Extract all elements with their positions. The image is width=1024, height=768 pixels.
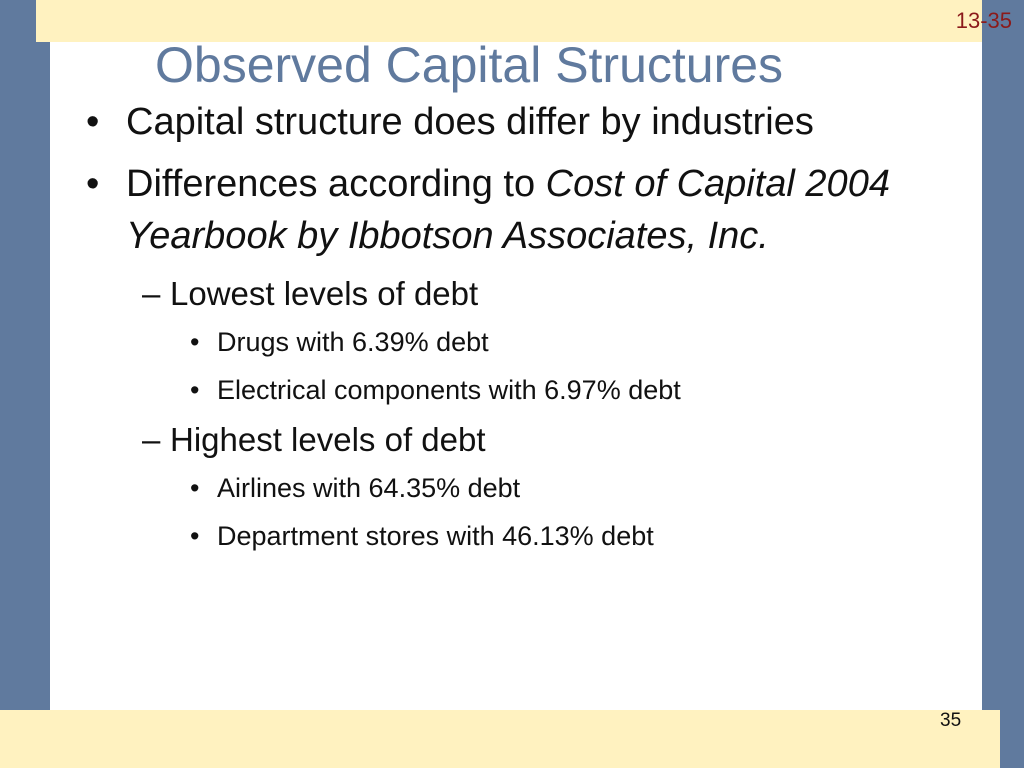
left-accent-bar	[0, 0, 50, 724]
sub-bullet-item	[86, 272, 966, 316]
page-title: Observed Capital Structures	[155, 37, 784, 93]
bullet-text: Capital structure does differ by industries	[126, 101, 814, 143]
sub-bullet-item	[86, 418, 966, 462]
dot-marker: •	[190, 473, 200, 503]
sub-bullet-text: Highest levels of debt	[170, 421, 486, 458]
detail-text: Department stores with 46.13% debt	[217, 521, 654, 551]
bullet-marker: •	[86, 163, 100, 205]
dash-marker: –	[142, 421, 161, 458]
slide-body	[86, 96, 966, 564]
bullet-item	[86, 158, 966, 262]
detail-item	[86, 516, 966, 556]
right-accent-bar	[982, 0, 1024, 768]
dash-marker: –	[142, 275, 161, 312]
source-citation: Cost of Capital 2004 Yearbook by Ibbotson Associates, Inc.	[126, 163, 890, 257]
detail-text: Drugs with 6.39% debt	[217, 327, 489, 357]
page-number: 35	[940, 710, 962, 731]
bullet-item	[86, 96, 966, 148]
dot-marker: •	[190, 521, 200, 551]
sub-bullet-text: Lowest levels of debt	[170, 275, 479, 312]
top-band	[36, 0, 1024, 42]
bullet-marker: •	[86, 101, 100, 143]
dot-marker: •	[190, 327, 200, 357]
dot-marker: •	[190, 375, 200, 405]
slide-code: 13-35	[955, 8, 1012, 33]
bullet-text: Differences according to	[126, 163, 546, 205]
bottom-band	[0, 710, 1000, 768]
detail-text: Airlines with 64.35% debt	[217, 473, 521, 503]
detail-item	[86, 370, 966, 410]
detail-text: Electrical components with 6.97% debt	[217, 375, 681, 405]
detail-item	[86, 468, 966, 508]
detail-item	[86, 322, 966, 362]
